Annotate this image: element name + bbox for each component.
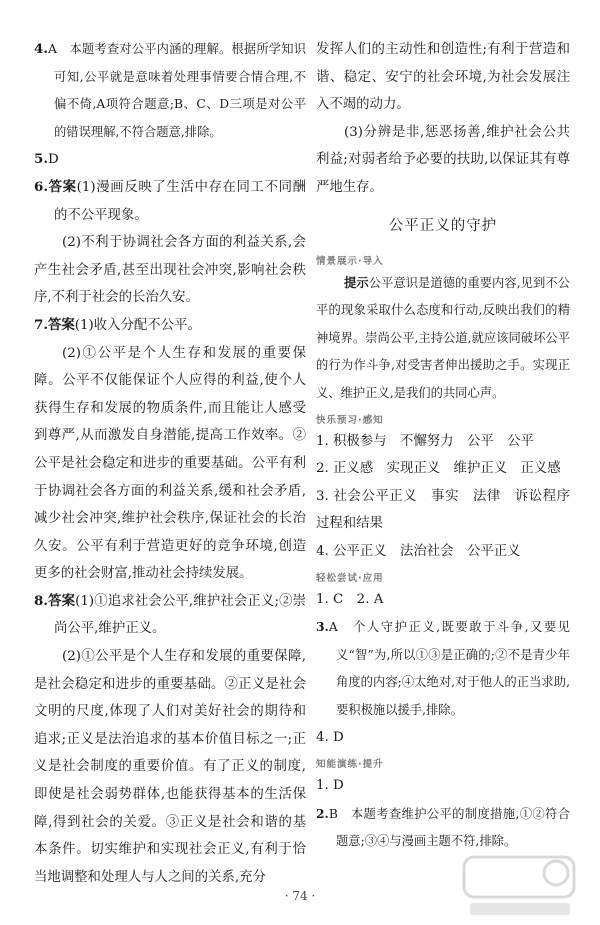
q7-answer-label: 答案 [47,317,75,333]
q4-number: 4. [34,41,48,57]
q5 [34,146,306,174]
q4-text: A 本题考查对公平内涵的理解。根据所学知识可知,公平就是意味着处理事情要合情合理,不偏不倚,A项符合题意;B、C、D三项是对公平的错误理解,不符合题意,排除。 [47,42,306,139]
tip-paragraph [316,269,570,408]
practice-answer-1: 1. D [316,778,344,794]
preview-answer-4: 4. 公平正义 法治社会 公平正义 [316,543,521,559]
preview-answer-2: 2. 正义感 实现正义 维护正义 正义感 [316,461,561,477]
practice-answer-2 [316,800,570,856]
q8-part1: (1)①追求社会公平,维护社会正义;②崇尚公平,维护正义。 [54,593,306,637]
section-tag-scenario: 情景展示·导入 [316,255,384,267]
q7-part2: (2)①公平是个人生存和发展的重要保障。公平不仅能保证个人应得的利益,使个人获得生存和发展的物质条件,而且能让人感受到尊严,从而激发自身潜能,提高工作效率。②公平是社会稳定和进步的重要基础。公平有利于协调社会各方面的利益关系,缓和社会矛盾,减少社会冲突,维护社会秩序,保证社会的长治久安。公平有利于营造更好的竞争环境,创造更多的社会财富,推动社会持续发展。 [34,345,306,582]
q4 [34,36,306,146]
tip-label: 提示 [344,274,369,290]
q7-number: 7. [34,316,48,333]
q7-part1: (1)收入分配不公平。 [74,317,201,333]
tip-text: 公平意识是道德的重要内容,见到不公平的现象采取什么态度和行动,反映出我们的精神境界。崇尚公平,主持公道,就应该同破坏公平的行为作斗争,对受害者伸出援助之手。实现正义、维护正义,是我们的共同心声。 [316,275,570,400]
page-number: · 74 · [284,889,316,903]
left-column [34,36,306,891]
section-title: 公平正义的守护 [388,217,498,234]
right-column [316,36,584,856]
q6-answer-label: 答案 [47,179,77,195]
q5-text: D [47,152,59,168]
attempt-3-text: A 个人守护正义,既要敢于斗争,又要见义“智”为,所以①③是正确的;②不是青少年角度的内容;④太绝对,对于他人的正当求助,要积极施以援手,排除。 [328,620,570,717]
practice-2-text: B 本题考查维护公平的制度措施,①②符合题意;③④与漫画主题不符,排除。 [328,806,570,849]
preview-answer-3: 3. 社会公平正义 事实 法律 诉讼程序 过程和结果 [316,488,584,532]
q8-part3: (3)分辨是非,惩恶扬善,维护社会公共利益;对弱者给予必要的扶助,以保证其有尊严地生存。 [316,124,570,195]
q8-part2: (2)①公平是个人生存和发展的重要保障,是社会稳定和进步的重要基础。②正义是社会文明的尺度,体现了人们对美好社会的期待和追求;正义是法治追求的基本价值目标之一;正义是社会制度的重要价值。有了正义的制度,即使是社会弱势群体,也能获得基本的生活保障,得到社会的关爱。③正义是社会和谐的基本条件。切实维护和实现社会正义,有利于恰当地调整和处理人与人之间的关系,充分 [34,649,306,885]
section-tag-practice: 知能演练·提升 [316,759,384,771]
q6-part1: (1)漫画反映了生活中存在同工不同酬的不公平现象。 [54,179,307,223]
section-tag-preview: 快乐预习·感知 [316,414,384,426]
q8-number: 8. [34,592,48,609]
watermark-logo [460,849,580,919]
q8-answer-label: 答案 [47,593,76,609]
continuation-text: 发挥人们的主动性和创造性;有利于营造和谐、稳定、安宁的社会环境,为社会发展注入不竭的动力。 [316,42,570,113]
preview-answer-1: 1. 积极参与 不懈努力 公平 公平 [316,433,534,449]
q6 [34,174,306,229]
q7 [34,312,306,340]
attempt-3-number: 3. [316,619,329,635]
practice-2-number: 2. [316,805,329,821]
attempt-answer-4: 4. D [316,730,344,746]
section-tag-attempt: 轻松尝试·应用 [316,572,384,584]
q8 [34,588,306,643]
attempt-answer-3 [316,613,570,724]
q6-part2: (2)不利于协调社会各方面的利益关系,会产生社会矛盾,甚至出现社会冲突,影响社会秩序,不利于社会的长治久安。 [34,235,306,306]
q6-number: 6. [34,178,48,195]
attempt-answer-1-2: 1. C 2. A [316,591,384,607]
q5-number: 5. [34,151,48,168]
